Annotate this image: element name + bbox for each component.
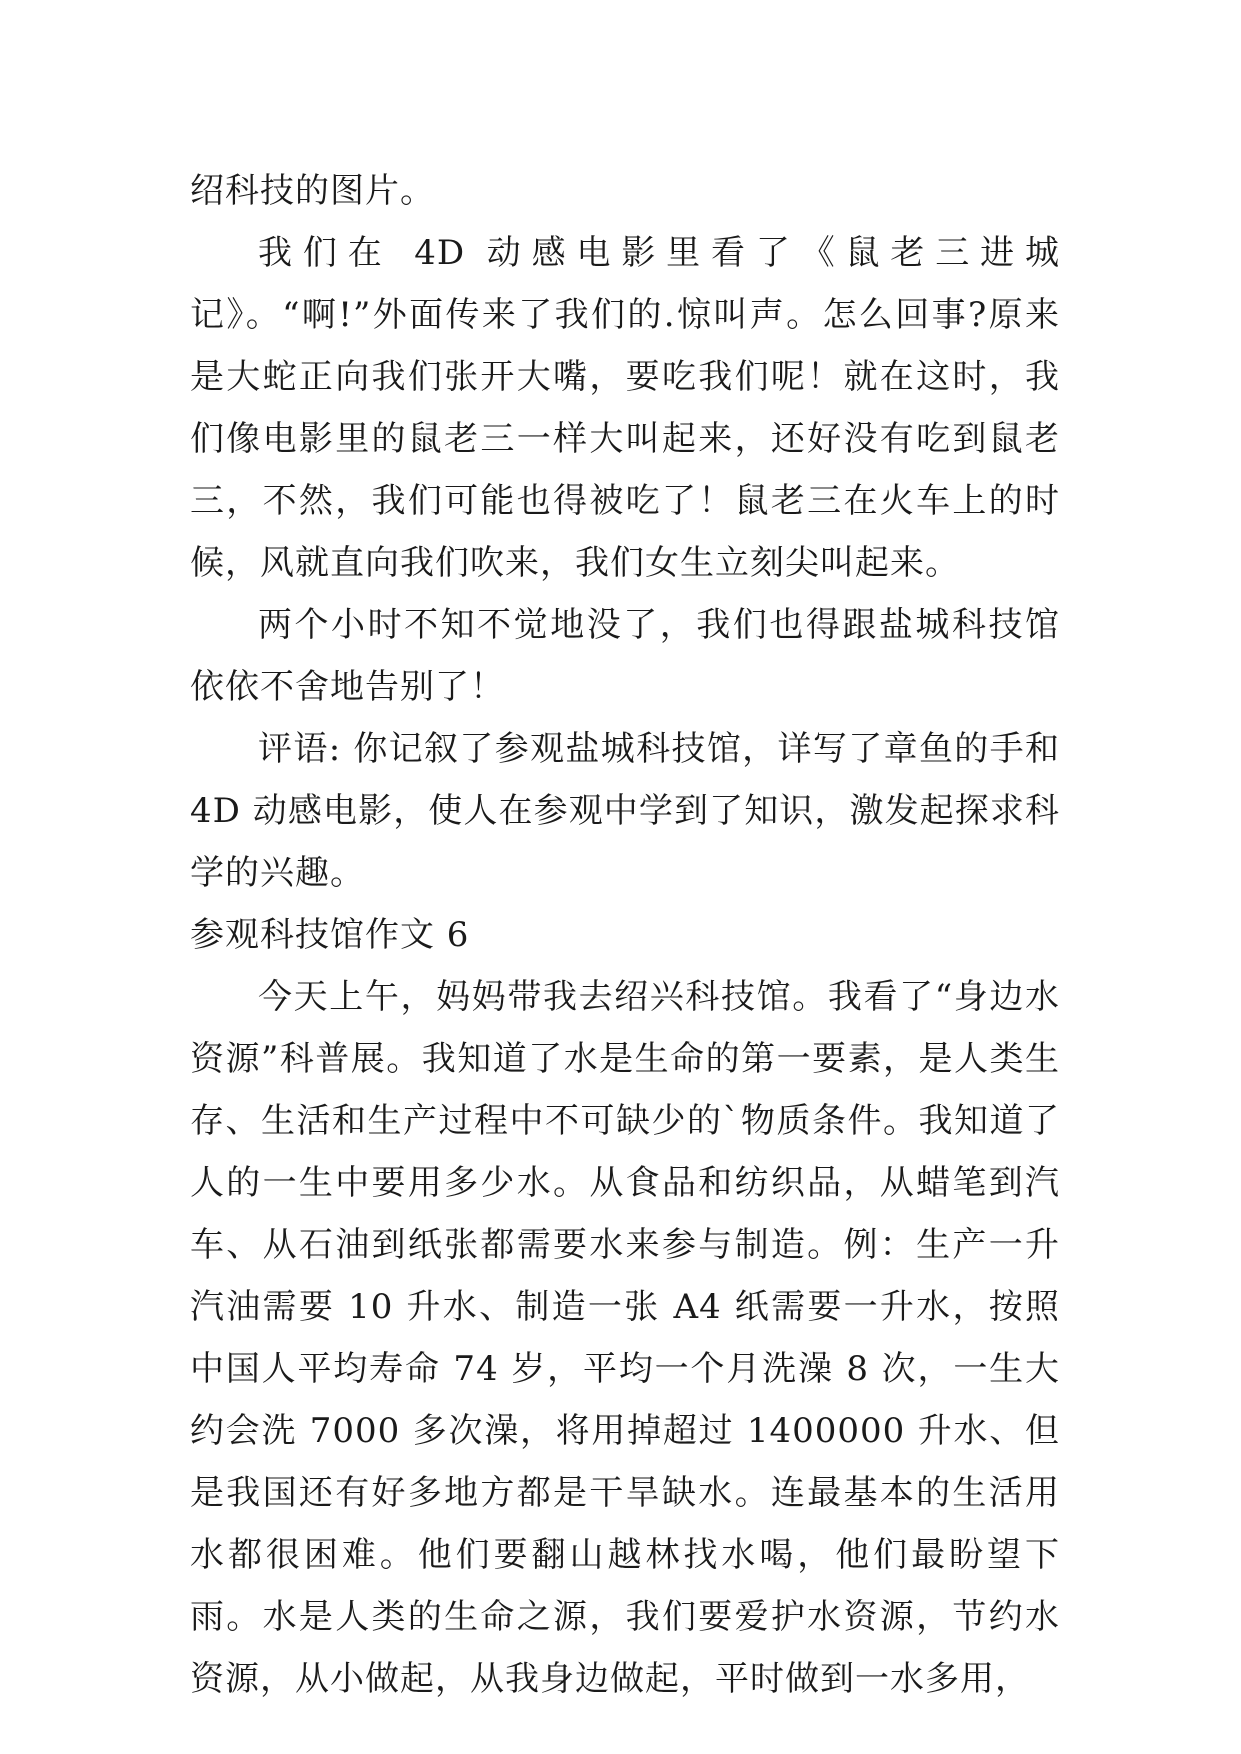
paragraph-comment: 评语: 你记叙了参观盐城科技馆，详写了章鱼的手和 4D 动感电影，使人在参观中学到了知识，激发起探求科学的兴趣。 [190,729,1060,893]
section-title: 参观科技馆作文 6 [190,915,470,955]
paragraph-continuation: 绍科技的图片。 [190,171,435,211]
paragraph-farewell: 两个小时不知不觉地没了，我们也得跟盐城科技馆依依不舍地告别了！ [190,605,1060,707]
document-body [190,160,1060,1710]
paragraph-4d-movie: 我们在 4D 动感电影里看了《鼠老三进城记》。“啊!”外面传来了我们的.惊叫声。怎么回事?原来是大蛇正向我们张开大嘴，要吃我们呢！就在这时，我们像电影里的鼠老三一样大叫起来，还好没有吃到鼠老三，不然，我们可能也得被吃了！鼠老三在火车上的时候，风就直向我们吹来，我们女生立刻尖叫起来。 [190,233,1060,583]
paragraph-water-resources: 今天上午，妈妈带我去绍兴科技馆。我看了“身边水资源”科普展。我知道了水是生命的第一要素，是人类生存、生活和生产过程中不可缺少的`物质条件。我知道了人的一生中要用多少水。从食品和纺织品，从蜡笔到汽车、从石油到纸张都需要水来参与制造。例：生产一升汽油需要 10 升水、制造一张 A4 纸需要一升水，按照中国人平均寿命 74 岁，平均一个月洗澡 8 次，一生大约会洗 7000 多次澡，将用掉超过 1400000 升水、但是我国还有好多地方都是干旱缺水。连最基本的生活用水都很困难。他们要翻山越林找水喝，他们最盼望下雨。水是人类的生命之源，我们要爱护水资源，节约水资源，从小做起，从我身边做起，平时做到一水多用， [190,977,1060,1699]
